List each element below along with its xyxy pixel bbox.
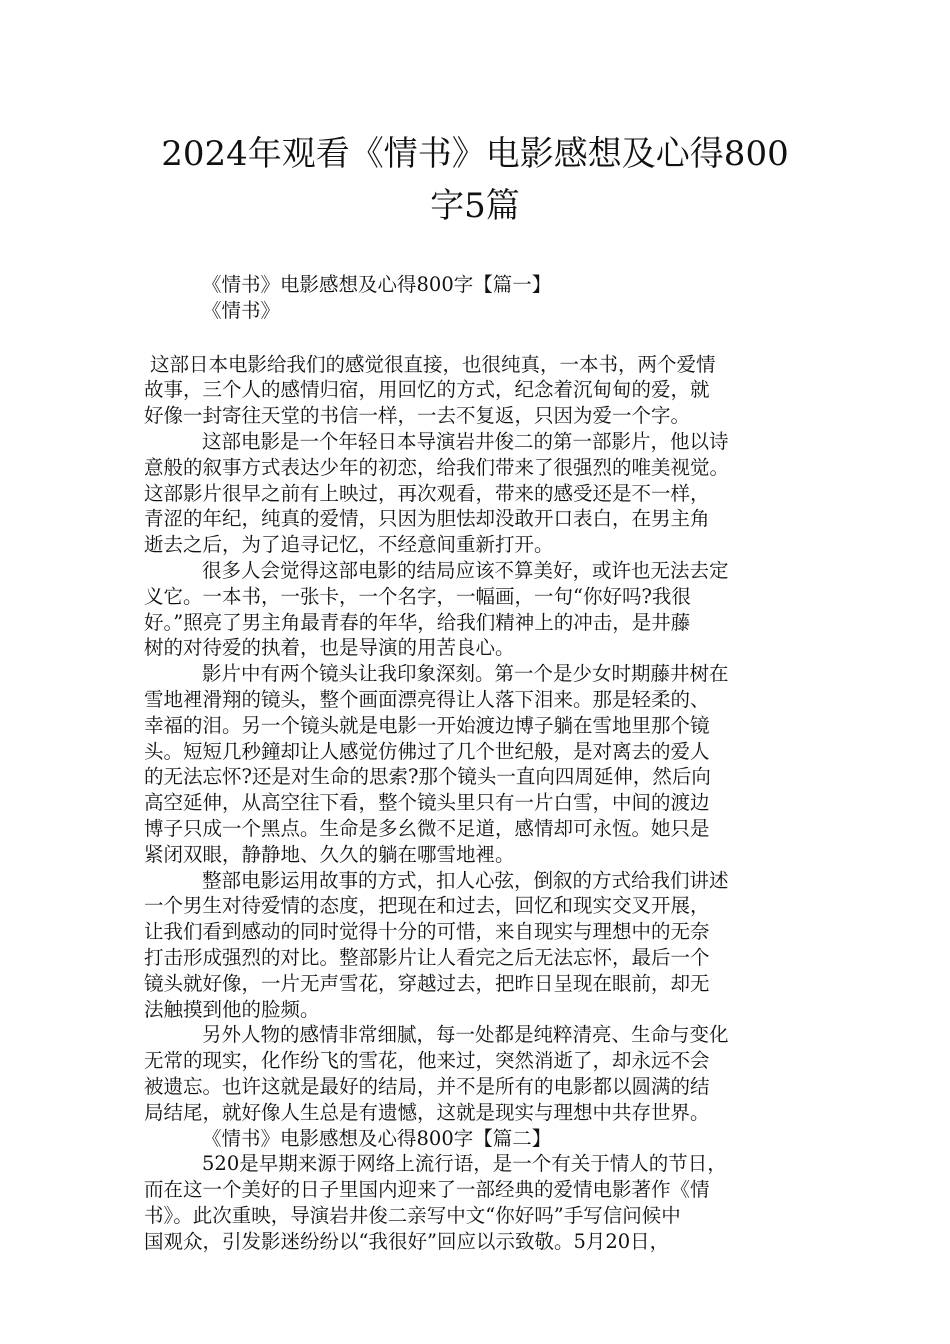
title-line-2: 字5篇 [430,186,520,226]
body-line: 很多人会觉得这部电影的结局应该不算美好，或许也无法去定 [202,558,729,582]
body-line: 的无法忘怀?还是对生命的思索?那个镜头一直向四周延伸，然后向 [144,765,711,789]
body-line: 镜头就好像，一片无声雪花，穿越过去，把昨日呈现在眼前，却无 [144,971,710,995]
body-line: 无常的现实，化作纷飞的雪花，他来过，突然消逝了，却永远不会 [144,1049,710,1073]
body-line: 这部日本电影给我们的感觉很直接，也很纯真，一本书，两个爱情 [150,352,716,376]
body-line: 头。短短几秒鐘却让人感觉仿佛过了几个世纪般，是对离去的爱人 [144,739,710,763]
body-line: 520是早期来源于网络上流行语，是一个有关于情人的节日， [202,1152,727,1176]
body-line: 好像一封寄往天堂的书信一样，一去不复返，只因为爱一个字。 [144,404,691,428]
body-line: 幸福的泪。另一个镜头就是电影一开始渡边博子躺在雪地里那个镜 [144,713,710,737]
section-heading-2: 《情书》电影感想及心得800字【篇二】 [202,1126,552,1150]
body-line: 打击形成强烈的对比。整部影片让人看完之后无法忘怀，最后一个 [144,945,710,969]
body-line: 书》。此次重映，导演岩井俊二亲写中文“你好吗”手写信问候中 [144,1203,681,1227]
body-line: 意般的叙事方式表达少年的初恋，给我们带来了很强烈的唯美视觉。 [144,455,730,479]
document-title [100,128,850,232]
body-line: 一个男生对待爱情的态度，把现在和过去，回忆和现实交叉开展， [144,894,710,918]
body-line: 树的对待爱的执着，也是导演的用苦良心。 [144,636,515,660]
body-line: 整部电影运用故事的方式，扣人心弦，倒叙的方式给我们讲述 [202,868,729,892]
body-line: 而在这一个美好的日子里国内迎来了一部经典的爱情电影著作《情 [144,1178,710,1202]
body-line: 青涩的年纪，纯真的爱情，只因为胆怯却没敢开口表白，在男主角 [144,507,710,531]
body-line: 法触摸到他的脸频。 [144,997,320,1021]
body-line: 雪地裡滑翔的镜头，整个画面漂亮得让人落下泪来。那是轻柔的、 [144,687,710,711]
body-line: 好。”照亮了男主角最青春的年华，给我们精神上的冲击，是井藤 [144,610,691,634]
body-line: 这部影片很早之前有上映过，再次观看，带来的感受还是不一样， [144,481,710,505]
body-line: 高空延伸，从高空往下看，整个镜头里只有一片白雪，中间的渡边 [144,791,710,815]
body-line: 影片中有两个镜头让我印象深刻。第一个是少女时期藤井树在 [202,662,729,686]
body-line: 故事，三个人的感情归宿，用回忆的方式，纪念着沉甸甸的爱，就 [144,378,710,402]
body-line: 逝去之后，为了追寻记忆，不经意间重新打开。 [144,533,554,557]
body-line: 义它。一本书，一张卡，一个名字，一幅画，一句“你好吗?我很 [144,584,691,608]
body-line: 博子只成一个黑点。生命是多幺微不足道，感情却可永恆。她只是 [144,816,710,840]
body-line: 紧闭双眼，静静地、久久的躺在哪雪地裡。 [144,842,515,866]
title-line-1: 2024年观看《情书》电影感想及心得800 [161,134,789,174]
body-line: 另外人物的感情非常细腻，每一处都是纯粹清亮、生命与变化 [202,1023,729,1047]
subheading: 《情书》 [202,298,281,322]
section-heading-1: 《情书》电影感想及心得800字【篇一】 [202,273,552,296]
body-line: 国观众，引发影迷纷纷以“我很好”回应以示致敬。5月20日， [144,1229,670,1253]
body-line: 让我们看到感动的同时觉得十分的可惜，来自现实与理想中的无奈 [144,920,710,944]
blank-line [144,324,810,352]
document-body [144,272,810,1254]
body-line: 局结尾，就好像人生总是有遗憾，这就是现实与理想中共存世界。 [144,1100,710,1124]
body-line: 这部电影是一个年轻日本导演岩井俊二的第一部影片，他以诗 [202,429,729,453]
body-line: 被遗忘。也许这就是最好的结局，并不是所有的电影都以圆满的结 [144,1074,710,1098]
